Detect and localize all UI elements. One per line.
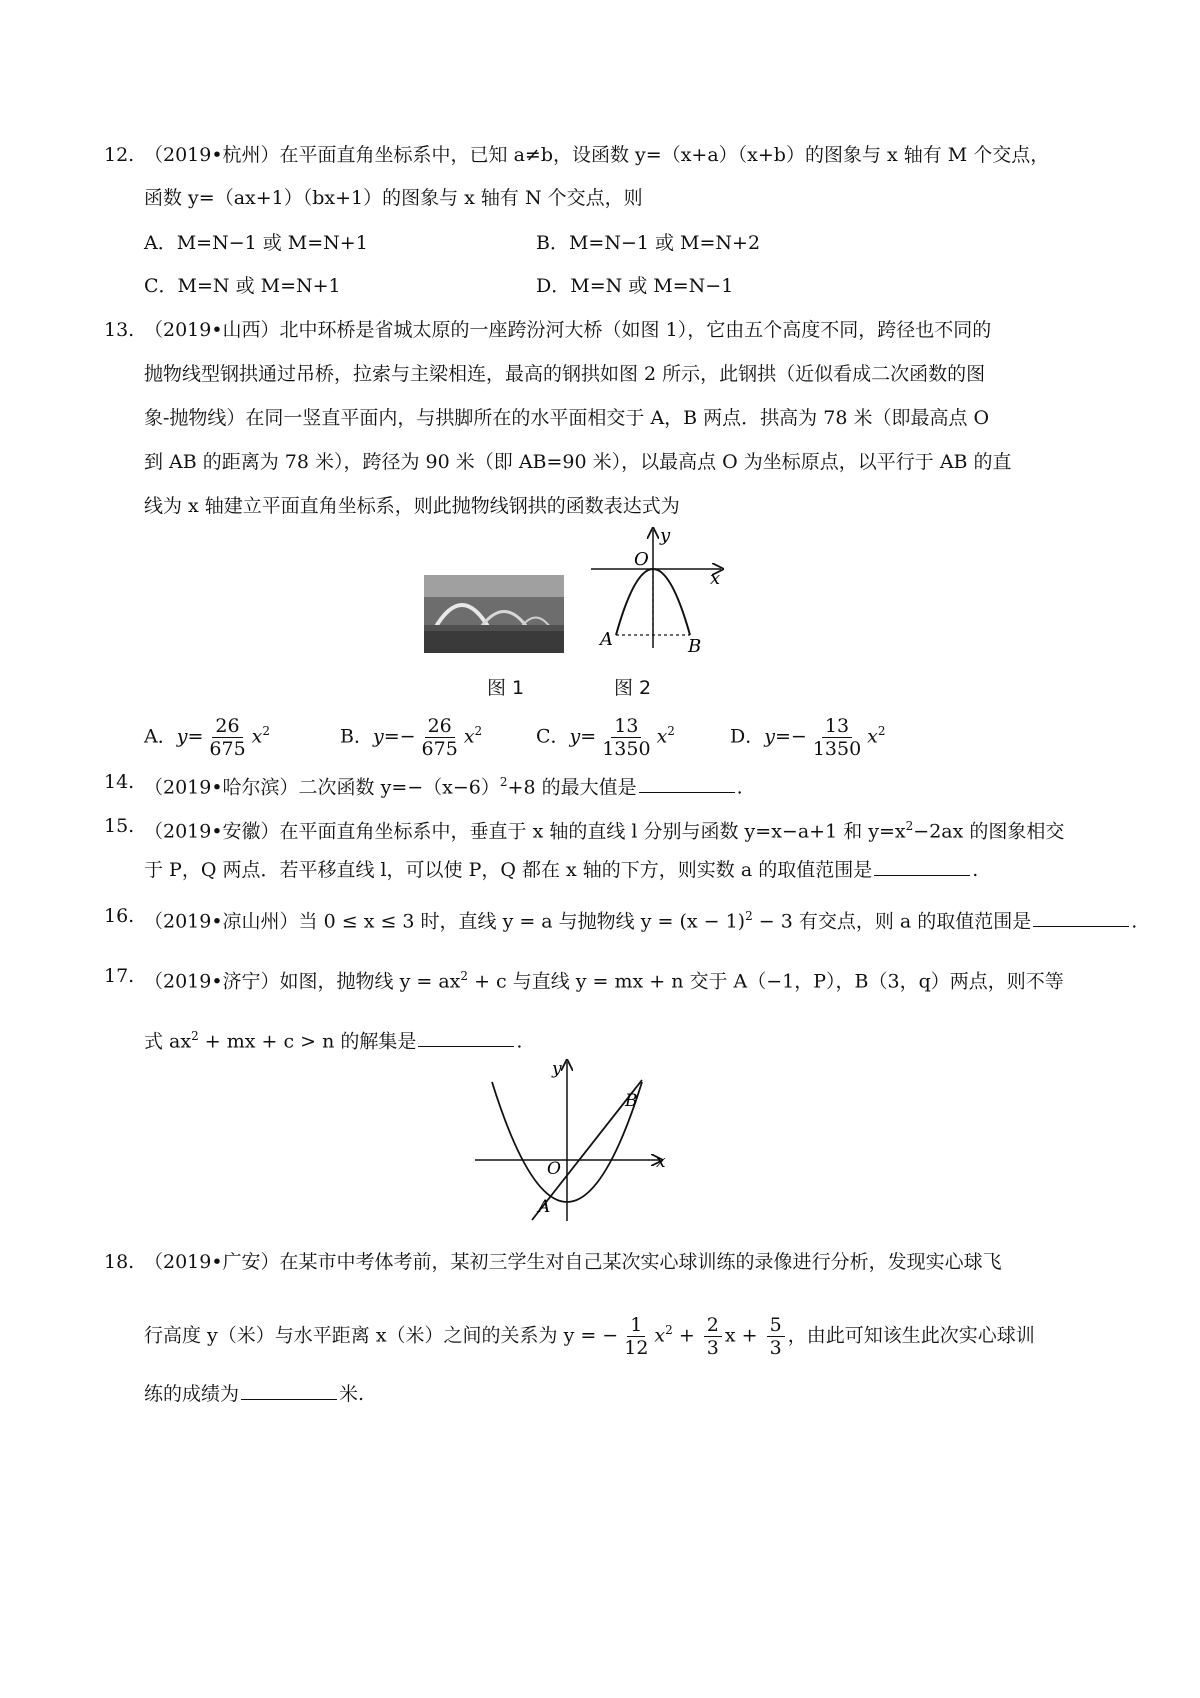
figure2-caption: 图 2 <box>614 677 652 699</box>
q18-plus: + <box>672 1324 701 1347</box>
q18-stem-line3 <box>144 1380 364 1408</box>
q13-option-d <box>730 703 886 764</box>
q15-text-2: 于 P，Q 两点．若平移直线 l，可以使 P，Q 都在 x 轴的下方，则实数 a 的取值范围是 <box>144 859 873 881</box>
q12-option-a: A．M=N−1 或 M=N+1 <box>144 232 368 254</box>
q18-stem-line1: （2019•广安）在某市中考体考前，某初三学生对自己某次实心球训练的录像进行分析，发现实心球飞 <box>144 1251 1002 1273</box>
q16-answer-blank[interactable] <box>1033 925 1129 927</box>
q18-number: 18. <box>104 1251 135 1273</box>
q18-f3-denominator: 3 <box>769 1336 782 1359</box>
q14-text-pre: （2019•哈尔滨）二次函数 y=−（x−6） <box>144 776 500 799</box>
q13-option-lhs: y= <box>764 725 791 748</box>
q18-answer-blank[interactable] <box>241 1398 337 1400</box>
q14-end: . <box>736 776 743 799</box>
q13-option-letter: A． <box>144 725 177 748</box>
figure2-b-label: B <box>688 636 702 655</box>
q14-number: 14. <box>104 771 135 793</box>
q17-number: 17. <box>104 965 135 987</box>
q13-option-variable: x <box>867 725 878 748</box>
q16-text-1: （2019•凉山州）当 0 ≤ x ≤ 3 时，直线 y = a 与抛物线 y = (x − 1) <box>144 910 746 933</box>
q15-text-1b: −2ax 的图象相交 <box>913 820 1065 843</box>
q17-stem-line2 <box>144 1022 522 1055</box>
q13-option-letter: C． <box>536 725 570 748</box>
q17-end: . <box>516 1030 523 1053</box>
q18-fraction-3 <box>767 1314 785 1359</box>
q12-option-b: B．M=N−1 或 M=N+2 <box>536 232 761 254</box>
q18-text-2b: ，由此可知该生此次实心球训 <box>787 1324 1035 1347</box>
q12-number: 12. <box>104 144 135 166</box>
q17-text-1b: + c 与直线 y = mx + n 交于 A（−1，P），B（3，q）两点，则不等 <box>468 970 1064 993</box>
q16-text-2: − 3 有交点，则 a 的取值范围是 <box>752 910 1032 933</box>
q17-figure <box>470 1058 670 1223</box>
q13-option-variable: x <box>251 725 263 748</box>
figure2-x-label: x <box>710 568 721 589</box>
q13-option-exponent: 2 <box>474 724 483 738</box>
q12-stem-line1: （2019•杭州）在平面直角坐标系中，已知 a≠b，设函数 y=（x+a）（x+b）的图象与 x 轴有 M 个交点， <box>144 144 1050 166</box>
q18-f2-numerator: 2 <box>704 1314 722 1337</box>
q13-option-letter: D． <box>730 725 765 748</box>
q14-answer-blank[interactable] <box>639 791 735 793</box>
q17-text-2b: + mx + c > n 的解集是 <box>198 1030 417 1053</box>
q17-x-label: x <box>656 1152 666 1172</box>
q17-stem-line1 <box>144 962 1064 995</box>
q13-option-sign: − <box>399 725 416 748</box>
figure2-a-label: A <box>600 629 613 650</box>
q18-text-3: 练的成绩为 <box>144 1383 240 1405</box>
q13-stem-line2: 抛物线型钢拱通过吊桥，拉索与主梁相连，最高的钢拱如图 2 所示，此钢拱（近似看成二次函数的图 <box>144 363 986 385</box>
q16-end: . <box>1131 910 1138 933</box>
q12-option-d: D．M=N 或 M=N−1 <box>536 275 734 297</box>
q17-exponent-2: 2 <box>191 1029 199 1043</box>
q13-option-variable: x <box>463 725 475 748</box>
q13-option-exponent: 2 <box>262 724 271 738</box>
q13-stem-line3: 象-抛物线）在同一竖直平面内，与拱脚所在的水平面相交于 A，B 两点．拱高为 78 米（即最高点 O <box>144 407 990 429</box>
q13-option-fraction <box>206 715 248 760</box>
q18-fraction-1 <box>621 1314 651 1359</box>
q13-option-numerator: 26 <box>212 715 242 738</box>
q16-exponent: 2 <box>745 909 753 923</box>
q18-fraction-2 <box>704 1314 722 1359</box>
q13-option-letter: B． <box>340 725 373 748</box>
q17-text-2a: 式 ax <box>144 1030 192 1053</box>
q16-number: 16. <box>104 905 135 927</box>
q13-option-lhs: y= <box>372 725 400 748</box>
q16-stem <box>144 902 1137 935</box>
q15-number: 15. <box>104 815 135 837</box>
q13-option-sign: − <box>790 725 807 748</box>
q13-option-lhs: y= <box>176 725 204 748</box>
q18-f2-denominator: 3 <box>706 1336 719 1359</box>
q15-answer-blank[interactable] <box>874 874 970 876</box>
q13-option-denominator: 1350 <box>602 737 651 760</box>
q18-f1-denominator: 12 <box>624 1336 649 1359</box>
q17-exponent-1: 2 <box>460 969 469 983</box>
q14-text-post: +8 的最大值是 <box>507 776 637 799</box>
figure2-parabola <box>586 525 736 655</box>
q17-text-1a: （2019•济宁）如图，抛物线 y = ax <box>144 970 461 993</box>
figure2-y-label: y <box>660 525 671 546</box>
q13-option-numerator: 13 <box>611 715 641 738</box>
q12-stem-line2: 函数 y=（ax+1）（bx+1）的图象与 x 轴有 N 个交点，则 <box>144 187 643 209</box>
q13-option-numerator: 26 <box>425 715 455 738</box>
q14-stem <box>144 768 743 801</box>
q13-option-denominator: 675 <box>421 737 458 760</box>
q18-exponent: 2 <box>665 1323 673 1337</box>
q13-option-numerator: 13 <box>822 715 852 738</box>
figure1-caption: 图 1 <box>487 677 525 699</box>
q13-option-exponent: 2 <box>667 724 675 738</box>
q15-text-1a: （2019•安徽）在平面直角坐标系中，垂直于 x 轴的直线 l 分别与函数 y=x−a+1 和 y=x <box>144 820 906 843</box>
q13-option-a <box>144 703 270 764</box>
q13-option-denominator: 675 <box>209 737 246 760</box>
q13-option-denominator: 1350 <box>812 737 862 760</box>
q13-number: 13. <box>104 319 135 341</box>
q13-stem-line1: （2019•山西）北中环桥是省城太原的一座跨汾河大桥（如图 1），它由五个高度不同，跨径也不同的 <box>144 319 992 341</box>
q18-text-2a: 行高度 y（米）与水平距离 x（米）之间的关系为 y = − <box>144 1324 619 1347</box>
q14-exponent: 2 <box>499 775 508 789</box>
q17-o-label: O <box>547 1159 561 1179</box>
q15-stem-line2 <box>144 856 978 884</box>
q12-option-c: C．M=N 或 M=N+1 <box>144 275 341 297</box>
q13-option-variable: x <box>656 725 668 748</box>
q17-y-label: y <box>552 1059 562 1079</box>
q13-option-fraction <box>419 715 461 760</box>
q13-option-exponent: 2 <box>877 724 886 738</box>
q18-x-term: x + <box>724 1324 764 1347</box>
q18-f1-numerator: 1 <box>627 1314 645 1337</box>
q13-stem-line4: 到 AB 的距离为 78 米），跨径为 90 米（即 AB=90 米），以最高点 O 为坐标原点，以平行于 AB 的直 <box>144 451 1012 473</box>
q18-x-squared: x <box>654 1324 666 1347</box>
q15-end: . <box>972 859 979 881</box>
q13-option-c <box>536 703 675 764</box>
q13-option-fraction <box>599 715 653 760</box>
q15-stem-line1 <box>144 812 1064 845</box>
bridge-photo <box>424 575 564 653</box>
q15-exponent: 2 <box>905 819 914 833</box>
q13-option-fraction <box>810 715 864 760</box>
q13-option-b <box>340 703 482 764</box>
figure2-o-label: O <box>634 549 649 570</box>
q17-b-label: B <box>625 1091 638 1111</box>
q13-option-lhs: y= <box>569 725 597 748</box>
q18-f3-numerator: 5 <box>767 1314 785 1337</box>
q17-a-label: A <box>538 1197 551 1217</box>
q18-end: 米. <box>339 1383 365 1405</box>
q18-stem-line2 <box>144 1300 1035 1365</box>
q17-answer-blank[interactable] <box>418 1045 514 1047</box>
q13-stem-line5: 线为 x 轴建立平面直角坐标系，则此抛物线钢拱的函数表达式为 <box>144 495 680 517</box>
